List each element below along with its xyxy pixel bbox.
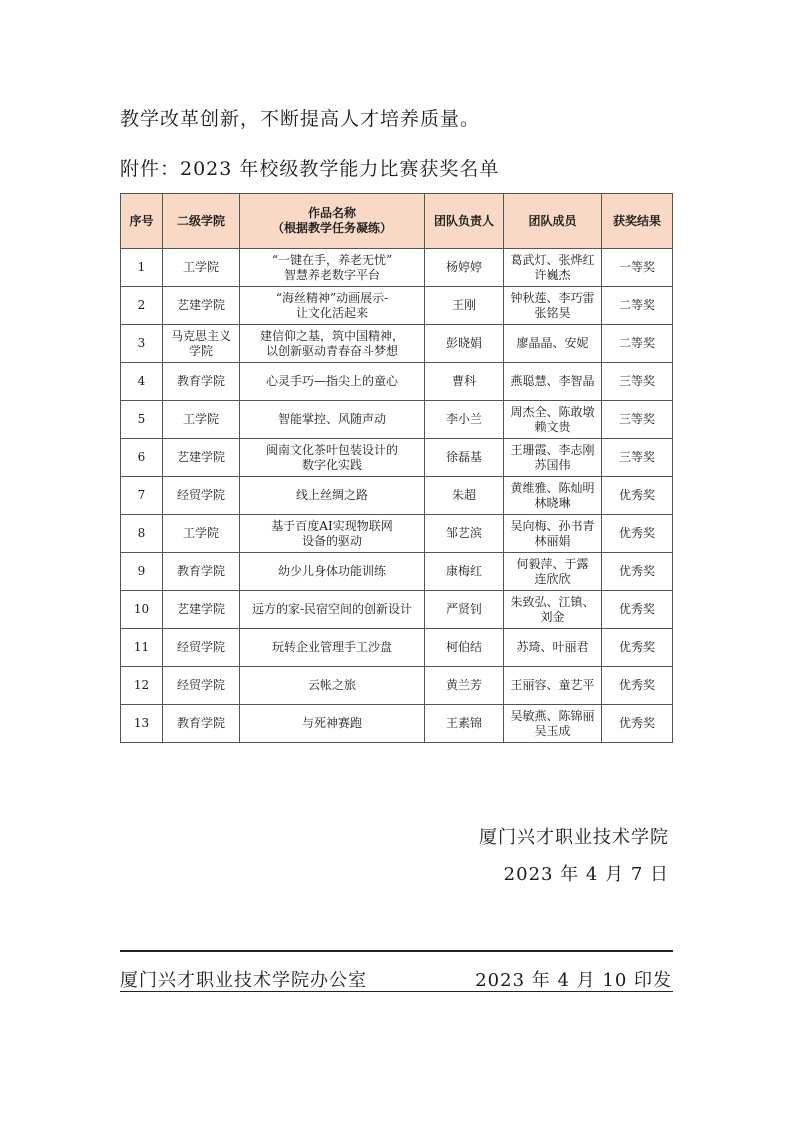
cell-members-line: 王丽容、童艺平 [510, 678, 595, 692]
cell-work [240, 287, 425, 325]
cell-college: 经贸学院 [163, 477, 240, 515]
cell-members-line: 钟秋莲、李巧雷 [510, 290, 595, 305]
cell-members [504, 553, 602, 591]
cell-members-line: 张铭昊 [534, 305, 571, 320]
cell-college: 工学院 [163, 401, 240, 439]
cell-leader: 严贤钊 [425, 591, 504, 629]
cell-college: 艺建学院 [163, 591, 240, 629]
cell-work [240, 401, 425, 439]
cell-work-line: 线上丝绸之路 [295, 488, 368, 502]
cell-leader: 王素锦 [425, 705, 504, 743]
cell-leader: 康梅红 [425, 553, 504, 591]
cell-work-line: 智慧养老数字平台 [283, 267, 380, 282]
cell-work-line: 幼少儿身体功能训练 [277, 564, 386, 578]
cell-leader: 柯伯结 [425, 629, 504, 667]
cell-members-line: 吴敏燕、陈锦丽 [510, 708, 595, 723]
cell-college: 艺建学院 [163, 439, 240, 477]
header-leader: 团队负责人 [425, 194, 504, 249]
cell-work-line: 智能掌控、风随声动 [277, 412, 386, 426]
table-row [121, 515, 673, 553]
cell-work-line: “一键在手，养老无忧” [271, 252, 393, 267]
cell-work-line: “海丝精神”动画展示- [275, 290, 389, 305]
cell-result: 优秀奖 [602, 591, 673, 629]
footer-bottom-rule [120, 991, 673, 992]
header-college: 二级学院 [163, 194, 240, 249]
cell-no: 6 [121, 439, 163, 477]
table-row [121, 705, 673, 743]
awards-table [120, 193, 673, 743]
cell-result: 二等奖 [602, 287, 673, 325]
cell-result: 优秀奖 [602, 515, 673, 553]
cell-work-line: 以创新驱动青春奋斗梦想 [265, 343, 398, 358]
cell-no: 12 [121, 667, 163, 705]
cell-college: 经贸学院 [163, 629, 240, 667]
cell-work [240, 629, 425, 667]
cell-members-line: 苏国伟 [534, 457, 571, 472]
cell-members-line: 林晓琳 [534, 495, 571, 510]
attachment-title: 附件：2023 年校级教学能力比赛获奖名单 [120, 158, 500, 180]
cell-members [504, 515, 602, 553]
cell-members-line: 葛武灯、张烨红 [510, 252, 595, 267]
cell-work-line: 云帐之旅 [307, 678, 356, 692]
cell-no: 3 [121, 325, 163, 363]
cell-work [240, 363, 425, 401]
cell-no: 13 [121, 705, 163, 743]
cell-college: 工学院 [163, 249, 240, 287]
cell-members-line: 苏琦、叶丽君 [516, 640, 589, 654]
header-work-name [240, 194, 425, 249]
cell-members-line: 赖文贵 [534, 419, 571, 434]
footer-top-rule [120, 950, 673, 952]
cell-work [240, 553, 425, 591]
table-row [121, 249, 673, 287]
cell-result: 二等奖 [602, 325, 673, 363]
cell-work [240, 591, 425, 629]
cell-members-line: 周杰全、陈敢墩 [510, 404, 595, 419]
header-work-name-sub: （根据教学任务凝练） [271, 221, 392, 235]
cell-result: 优秀奖 [602, 477, 673, 515]
cell-work-line: 数字化实践 [301, 457, 362, 472]
cell-work [240, 477, 425, 515]
header-work-name-main: 作品名称 [307, 206, 356, 220]
cell-college: 教育学院 [163, 553, 240, 591]
table-row [121, 629, 673, 667]
table-row [121, 553, 673, 591]
cell-leader: 王刚 [425, 287, 504, 325]
cell-members [504, 705, 602, 743]
table-row [121, 401, 673, 439]
cell-work [240, 515, 425, 553]
cell-college-line: 马克思主义 [170, 328, 231, 343]
table-row [121, 439, 673, 477]
cell-members [504, 667, 602, 705]
footer-office: 厦门兴才职业技术学院办公室 [120, 970, 367, 991]
cell-members [504, 591, 602, 629]
cell-college: 教育学院 [163, 705, 240, 743]
cell-leader: 彭晓娟 [425, 325, 504, 363]
cell-members [504, 325, 602, 363]
cell-college: 教育学院 [163, 363, 240, 401]
cell-members-line: 吴向梅、孙书青 [510, 518, 595, 533]
cell-members-line: 何毅萍、于露 [516, 556, 589, 571]
cell-members-line: 林丽娟 [534, 533, 571, 548]
cell-members [504, 401, 602, 439]
intro-line: 教学改革创新，不断提高人才培养质量。 [120, 108, 481, 130]
cell-work-line: 与死神赛跑 [301, 716, 362, 730]
cell-work-line: 心灵手巧—指尖上的童心 [265, 374, 398, 388]
cell-result: 三等奖 [602, 363, 673, 401]
cell-leader: 朱超 [425, 477, 504, 515]
cell-members-line: 刘金 [540, 609, 565, 624]
table-row [121, 287, 673, 325]
cell-result: 优秀奖 [602, 553, 673, 591]
cell-no: 10 [121, 591, 163, 629]
cell-members-line: 朱致弘、江镇、 [510, 594, 595, 609]
cell-leader: 李小兰 [425, 401, 504, 439]
cell-work-line: 闽南文化茶叶包装设计的 [265, 442, 398, 457]
table-row [121, 667, 673, 705]
cell-members-line: 廖晶晶、安妮 [516, 336, 589, 350]
cell-no: 2 [121, 287, 163, 325]
header-members: 团队成员 [504, 194, 602, 249]
cell-members [504, 439, 602, 477]
cell-members-line: 许巍杰 [534, 267, 571, 282]
cell-no: 8 [121, 515, 163, 553]
cell-members [504, 287, 602, 325]
cell-work [240, 439, 425, 477]
awards-table-body [121, 249, 673, 743]
cell-no: 9 [121, 553, 163, 591]
cell-leader: 黄兰芳 [425, 667, 504, 705]
cell-leader: 曹科 [425, 363, 504, 401]
cell-members-line: 吴玉成 [534, 723, 571, 738]
cell-leader: 杨婷婷 [425, 249, 504, 287]
cell-college-line: 学院 [188, 343, 213, 358]
cell-no: 4 [121, 363, 163, 401]
table-row [121, 591, 673, 629]
cell-work [240, 325, 425, 363]
cell-work-line: 建信仰之基，筑中国精神， [259, 328, 404, 343]
cell-members [504, 477, 602, 515]
cell-no: 11 [121, 629, 163, 667]
cell-result: 优秀奖 [602, 629, 673, 667]
table-header-row [121, 194, 673, 249]
cell-members-line: 燕聪慧、李智晶 [510, 374, 595, 388]
cell-members [504, 249, 602, 287]
table-row [121, 363, 673, 401]
signature-date: 2023 年 4 月 7 日 [503, 864, 669, 885]
header-no: 序号 [121, 194, 163, 249]
cell-no: 1 [121, 249, 163, 287]
cell-work-line: 设备的驱动 [301, 533, 362, 548]
cell-no: 5 [121, 401, 163, 439]
cell-result: 优秀奖 [602, 667, 673, 705]
cell-result: 三等奖 [602, 401, 673, 439]
cell-college: 工学院 [163, 515, 240, 553]
cell-work [240, 667, 425, 705]
cell-members [504, 363, 602, 401]
cell-work [240, 705, 425, 743]
cell-college: 艺建学院 [163, 287, 240, 325]
cell-work-line: 让文化活起来 [295, 305, 368, 320]
signature-org: 厦门兴才职业技术学院 [479, 827, 669, 848]
cell-work-line: 远方的家-民宿空间的创新设计 [251, 602, 413, 616]
table-row [121, 325, 673, 363]
cell-college: 经贸学院 [163, 667, 240, 705]
cell-work-line: 玩转企业管理手工沙盘 [271, 640, 392, 654]
cell-leader: 徐磊基 [425, 439, 504, 477]
cell-result: 三等奖 [602, 439, 673, 477]
footer-issued: 2023 年 4 月 10 印发 [475, 970, 672, 991]
cell-members-line: 王珊霞、李志刚 [510, 442, 595, 457]
cell-work [240, 249, 425, 287]
cell-no: 7 [121, 477, 163, 515]
cell-result: 一等奖 [602, 249, 673, 287]
table-row [121, 477, 673, 515]
cell-work-line: 基于百度AI实现物联网 [271, 518, 393, 533]
cell-college [163, 325, 240, 363]
cell-result: 优秀奖 [602, 705, 673, 743]
cell-members-line: 黄维雅、陈灿明 [510, 480, 595, 495]
cell-members-line: 连欣欣 [534, 571, 571, 586]
cell-members [504, 629, 602, 667]
cell-leader: 邹艺滨 [425, 515, 504, 553]
header-result: 获奖结果 [602, 194, 673, 249]
